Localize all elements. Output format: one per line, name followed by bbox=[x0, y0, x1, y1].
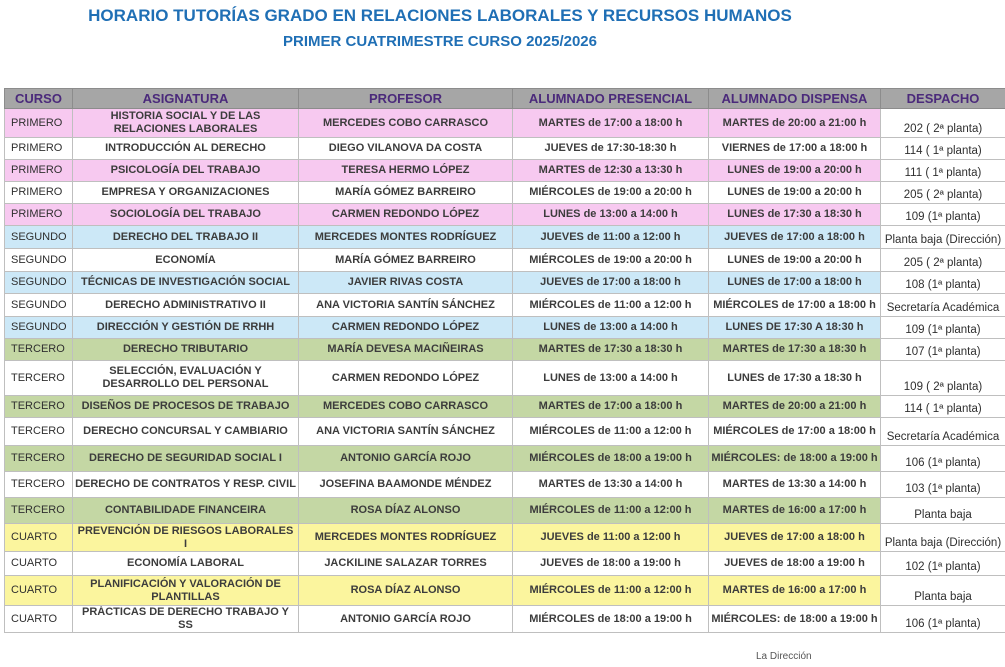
office-cell: 103 (1ª planta) bbox=[881, 472, 1005, 498]
subject-cell: DERECHO TRIBUTARIO bbox=[73, 339, 299, 361]
dispensa-cell: MIÉRCOLES: de 18:00 a 19:00 h bbox=[709, 446, 881, 472]
office-cell: Planta baja (Dirección) bbox=[881, 524, 1005, 552]
subject-cell: ECONOMÍA LABORAL bbox=[73, 552, 299, 576]
dispensa-cell: LUNES DE 17:30 A 18:30 h bbox=[709, 317, 881, 339]
subject-cell: DISEÑOS DE PROCESOS DE TRABAJO bbox=[73, 396, 299, 418]
subject-cell: CONTABILIDADE FINANCEIRA bbox=[73, 498, 299, 524]
table-row bbox=[5, 339, 1005, 361]
table-row bbox=[5, 204, 1005, 226]
office-cell: 114 ( 1ª planta) bbox=[881, 396, 1005, 418]
dispensa-cell: MARTES de 17:30 a 18:30 h bbox=[709, 339, 881, 361]
course-cell: CUARTO bbox=[5, 606, 73, 633]
office-cell: 108 (1ª planta) bbox=[881, 272, 1005, 294]
table-row bbox=[5, 524, 1005, 552]
table-row bbox=[5, 249, 1005, 272]
course-cell: TERCERO bbox=[5, 418, 73, 446]
dispensa-cell: LUNES de 19:00 a 20:00 h bbox=[709, 249, 881, 272]
presencial-cell: MIÉRCOLES de 11:00 a 12:00 h bbox=[513, 498, 709, 524]
dispensa-cell: MARTES de 16:00 a 17:00 h bbox=[709, 498, 881, 524]
office-cell: 106 (1ª planta) bbox=[881, 606, 1005, 633]
course-cell: SEGUNDO bbox=[5, 226, 73, 249]
subject-cell: DERECHO ADMINISTRATIVO II bbox=[73, 294, 299, 317]
dispensa-cell: LUNES de 19:00 a 20:00 h bbox=[709, 160, 881, 182]
presencial-cell: MIÉRCOLES de 19:00 a 20:00 h bbox=[513, 249, 709, 272]
course-cell: TERCERO bbox=[5, 361, 73, 396]
presencial-cell: MIÉRCOLES de 11:00 a 12:00 h bbox=[513, 576, 709, 606]
course-cell: CUARTO bbox=[5, 524, 73, 552]
subject-cell: TÉCNICAS DE INVESTIGACIÓN SOCIAL bbox=[73, 272, 299, 294]
professor-cell: JOSEFINA BAAMONDE MÉNDEZ bbox=[299, 472, 513, 498]
office-cell: 109 ( 2ª planta) bbox=[881, 361, 1005, 396]
page-subtitle: PRIMER CUATRIMESTRE CURSO 2025/2026 bbox=[283, 33, 597, 50]
course-cell: CUARTO bbox=[5, 576, 73, 606]
table-row bbox=[5, 182, 1005, 204]
professor-cell: MARÍA GÓMEZ BARREIRO bbox=[299, 182, 513, 204]
subject-cell: PSICOLOGÍA DEL TRABAJO bbox=[73, 160, 299, 182]
professor-cell: ANA VICTORIA SANTÍN SÁNCHEZ bbox=[299, 418, 513, 446]
subject-cell: EMPRESA Y ORGANIZACIONES bbox=[73, 182, 299, 204]
office-cell: Planta baja bbox=[881, 498, 1005, 524]
table-row bbox=[5, 418, 1005, 446]
professor-cell: MERCEDES MONTES RODRÍGUEZ bbox=[299, 524, 513, 552]
course-cell: PRIMERO bbox=[5, 204, 73, 226]
header-presencial: ALUMNADO PRESENCIAL bbox=[513, 89, 709, 109]
office-cell: 109 (1ª planta) bbox=[881, 317, 1005, 339]
table-row bbox=[5, 396, 1005, 418]
office-cell: 102 (1ª planta) bbox=[881, 552, 1005, 576]
header-profesor: PROFESOR bbox=[299, 89, 513, 109]
subject-cell: HISTORIA SOCIAL Y DE LAS RELACIONES LABORALES bbox=[73, 109, 299, 138]
dispensa-cell: LUNES de 17:30 a 18:30 h bbox=[709, 204, 881, 226]
presencial-cell: MIÉRCOLES de 11:00 a 12:00 h bbox=[513, 418, 709, 446]
professor-cell: CARMEN REDONDO LÓPEZ bbox=[299, 204, 513, 226]
office-cell: 202 ( 2ª planta) bbox=[881, 109, 1005, 138]
table-row bbox=[5, 317, 1005, 339]
presencial-cell: MIÉRCOLES de 18:00 a 19:00 h bbox=[513, 606, 709, 633]
subject-cell: SELECCIÓN, EVALUACIÓN Y DESARROLLO DEL PERSONAL bbox=[73, 361, 299, 396]
presencial-cell: LUNES de 13:00 a 14:00 h bbox=[513, 317, 709, 339]
office-cell: 107 (1ª planta) bbox=[881, 339, 1005, 361]
presencial-cell: MARTES de 17:00 a 18:00 h bbox=[513, 396, 709, 418]
office-cell: Secretaría Académica bbox=[881, 294, 1005, 317]
presencial-cell: JUEVES de 17:30-18:30 h bbox=[513, 138, 709, 160]
subject-cell: DERECHO DE SEGURIDAD SOCIAL I bbox=[73, 446, 299, 472]
office-cell: 205 ( 2ª planta) bbox=[881, 249, 1005, 272]
dispensa-cell: LUNES de 17:00 a 18:00 h bbox=[709, 272, 881, 294]
office-cell: 114 ( 1ª planta) bbox=[881, 138, 1005, 160]
professor-cell: ROSA DÍAZ ALONSO bbox=[299, 576, 513, 606]
professor-cell: CARMEN REDONDO LÓPEZ bbox=[299, 361, 513, 396]
presencial-cell: MARTES de 13:30 a 14:00 h bbox=[513, 472, 709, 498]
dispensa-cell: JUEVES de 17:00 a 18:00 h bbox=[709, 226, 881, 249]
presencial-cell: MARTES de 17:30 a 18:30 h bbox=[513, 339, 709, 361]
dispensa-cell: JUEVES de 18:00 a 19:00 h bbox=[709, 552, 881, 576]
professor-cell: MERCEDES COBO CARRASCO bbox=[299, 109, 513, 138]
dispensa-cell: MARTES de 20:00 a 21:00 h bbox=[709, 396, 881, 418]
dispensa-cell: MARTES de 16:00 a 17:00 h bbox=[709, 576, 881, 606]
course-cell: TERCERO bbox=[5, 498, 73, 524]
course-cell: CUARTO bbox=[5, 552, 73, 576]
subject-cell: INTRODUCCIÓN AL DERECHO bbox=[73, 138, 299, 160]
course-cell: PRIMERO bbox=[5, 182, 73, 204]
table-row bbox=[5, 160, 1005, 182]
table-row bbox=[5, 606, 1005, 633]
table-row bbox=[5, 576, 1005, 606]
presencial-cell: MIÉRCOLES de 19:00 a 20:00 h bbox=[513, 182, 709, 204]
table-row bbox=[5, 498, 1005, 524]
course-cell: SEGUNDO bbox=[5, 317, 73, 339]
presencial-cell: MIÉRCOLES de 18:00 a 19:00 h bbox=[513, 446, 709, 472]
subject-cell: DERECHO DE CONTRATOS Y RESP. CIVIL bbox=[73, 472, 299, 498]
presencial-cell: MARTES de 12:30 a 13:30 h bbox=[513, 160, 709, 182]
dispensa-cell: MIÉRCOLES: de 18:00 a 19:00 h bbox=[709, 606, 881, 633]
dispensa-cell: LUNES de 17:30 a 18:30 h bbox=[709, 361, 881, 396]
professor-cell: MARÍA DEVESA MACIÑEIRAS bbox=[299, 339, 513, 361]
schedule-table bbox=[4, 88, 1005, 633]
table-row bbox=[5, 446, 1005, 472]
office-cell: Planta baja bbox=[881, 576, 1005, 606]
subject-cell: DIRECCIÓN Y GESTIÓN DE RRHH bbox=[73, 317, 299, 339]
dispensa-cell: MARTES de 13:30 a 14:00 h bbox=[709, 472, 881, 498]
office-cell: 111 ( 1ª planta) bbox=[881, 160, 1005, 182]
header-curso: CURSO bbox=[5, 89, 73, 109]
table-row bbox=[5, 226, 1005, 249]
course-cell: TERCERO bbox=[5, 446, 73, 472]
office-cell: 109 (1ª planta) bbox=[881, 204, 1005, 226]
dispensa-cell: VIERNES de 17:00 a 18:00 h bbox=[709, 138, 881, 160]
course-cell: SEGUNDO bbox=[5, 294, 73, 317]
table-row bbox=[5, 552, 1005, 576]
subject-cell: DERECHO DEL TRABAJO II bbox=[73, 226, 299, 249]
dispensa-cell: MARTES de 20:00 a 21:00 h bbox=[709, 109, 881, 138]
page-title: HORARIO TUTORÍAS GRADO EN RELACIONES LABORALES Y RECURSOS HUMANOS bbox=[88, 6, 792, 25]
office-cell: 205 ( 2ª planta) bbox=[881, 182, 1005, 204]
subject-cell: ECONOMÍA bbox=[73, 249, 299, 272]
professor-cell: DIEGO VILANOVA DA COSTA bbox=[299, 138, 513, 160]
professor-cell: ANTONIO GARCÍA ROJO bbox=[299, 606, 513, 633]
subject-cell: PLANIFICACIÓN Y VALORACIÓN DE PLANTILLAS bbox=[73, 576, 299, 606]
table-row bbox=[5, 138, 1005, 160]
header-row bbox=[5, 89, 1005, 109]
professor-cell: JAVIER RIVAS COSTA bbox=[299, 272, 513, 294]
subject-cell: PRÁCTICAS DE DERECHO TRABAJO Y SS bbox=[73, 606, 299, 633]
dispensa-cell: JUEVES de 17:00 a 18:00 h bbox=[709, 524, 881, 552]
presencial-cell: JUEVES de 11:00 a 12:00 h bbox=[513, 226, 709, 249]
subject-cell: DERECHO CONCURSAL Y CAMBIARIO bbox=[73, 418, 299, 446]
course-cell: TERCERO bbox=[5, 339, 73, 361]
presencial-cell: LUNES de 13:00 a 14:00 h bbox=[513, 361, 709, 396]
footer-signature: La Dirección bbox=[756, 651, 812, 662]
office-cell: Planta baja (Dirección) bbox=[881, 226, 1005, 249]
professor-cell: ROSA DÍAZ ALONSO bbox=[299, 498, 513, 524]
course-cell: PRIMERO bbox=[5, 138, 73, 160]
course-cell: TERCERO bbox=[5, 396, 73, 418]
course-cell: PRIMERO bbox=[5, 160, 73, 182]
dispensa-cell: MIÉRCOLES de 17:00 a 18:00 h bbox=[709, 294, 881, 317]
presencial-cell: MARTES de 17:00 a 18:00 h bbox=[513, 109, 709, 138]
table-row bbox=[5, 272, 1005, 294]
professor-cell: MERCEDES COBO CARRASCO bbox=[299, 396, 513, 418]
presencial-cell: JUEVES de 11:00 a 12:00 h bbox=[513, 524, 709, 552]
presencial-cell: LUNES de 13:00 a 14:00 h bbox=[513, 204, 709, 226]
professor-cell: ANTONIO GARCÍA ROJO bbox=[299, 446, 513, 472]
table-row bbox=[5, 472, 1005, 498]
presencial-cell: JUEVES de 18:00 a 19:00 h bbox=[513, 552, 709, 576]
presencial-cell: JUEVES de 17:00 a 18:00 h bbox=[513, 272, 709, 294]
professor-cell: MERCEDES MONTES RODRÍGUEZ bbox=[299, 226, 513, 249]
course-cell: SEGUNDO bbox=[5, 272, 73, 294]
dispensa-cell: LUNES de 19:00 a 20:00 h bbox=[709, 182, 881, 204]
professor-cell: JACKILINE SALAZAR TORRES bbox=[299, 552, 513, 576]
header-asignatura: ASIGNATURA bbox=[73, 89, 299, 109]
presencial-cell: MIÉRCOLES de 11:00 a 12:00 h bbox=[513, 294, 709, 317]
table-row bbox=[5, 294, 1005, 317]
professor-cell: CARMEN REDONDO LÓPEZ bbox=[299, 317, 513, 339]
table-row bbox=[5, 109, 1005, 138]
course-cell: SEGUNDO bbox=[5, 249, 73, 272]
header-dispensa: ALUMNADO DISPENSA bbox=[709, 89, 881, 109]
subject-cell: SOCIOLOGÍA DEL TRABAJO bbox=[73, 204, 299, 226]
dispensa-cell: MIÉRCOLES de 17:00 a 18:00 h bbox=[709, 418, 881, 446]
professor-cell: MARÍA GÓMEZ BARREIRO bbox=[299, 249, 513, 272]
table-row bbox=[5, 361, 1005, 396]
office-cell: Secretaría Académica bbox=[881, 418, 1005, 446]
header-despacho: DESPACHO bbox=[881, 89, 1005, 109]
course-cell: TERCERO bbox=[5, 472, 73, 498]
subject-cell: PREVENCIÓN DE RIESGOS LABORALES I bbox=[73, 524, 299, 552]
office-cell: 106 (1ª planta) bbox=[881, 446, 1005, 472]
course-cell: PRIMERO bbox=[5, 109, 73, 138]
professor-cell: ANA VICTORIA SANTÍN SÁNCHEZ bbox=[299, 294, 513, 317]
professor-cell: TERESA HERMO LÓPEZ bbox=[299, 160, 513, 182]
